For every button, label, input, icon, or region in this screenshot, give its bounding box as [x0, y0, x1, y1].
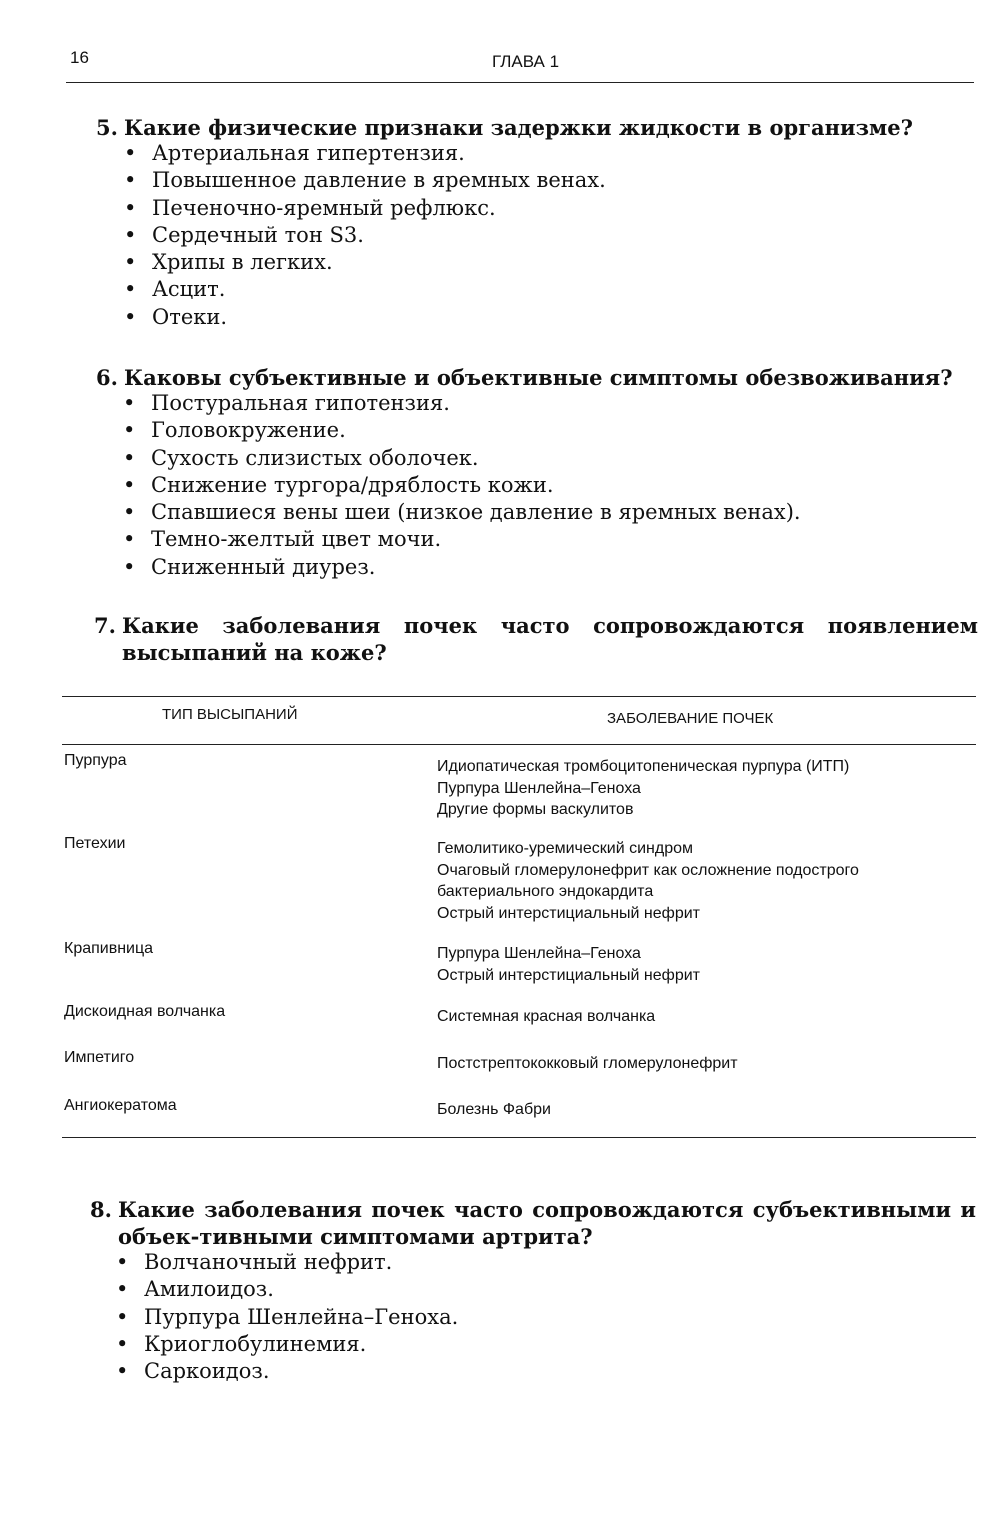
table-cell-diseases	[437, 1099, 551, 1121]
list-item: • Пурпура Шенлейна–Геноха.	[112, 1304, 458, 1331]
list-item: • Асцит.	[120, 276, 606, 303]
list-item: • Постуральная гипотензия.	[119, 390, 801, 417]
disease-line: Пурпура Шенлейна–Геноха	[437, 945, 641, 962]
list-item: • Головокружение.	[119, 417, 801, 444]
question-text: Какие заболевания почек часто сопровождаются субъективными и объек-тивными симптомами артрита?	[118, 1197, 976, 1249]
question-number: 6.	[96, 365, 118, 390]
question-text: Какие заболевания почек часто сопровождаются появлением высыпаний на коже?	[122, 613, 978, 665]
disease-line: Идиопатическая тромбоцитопеническая пурпура (ИТП)	[437, 758, 850, 775]
list-item: • Отеки.	[120, 304, 606, 331]
question-7	[94, 612, 978, 666]
chapter-title: ГЛАВА 1	[492, 52, 560, 71]
page-header	[66, 46, 974, 83]
bullet-icon: •	[116, 1250, 129, 1274]
table-cell-rash: Пурпура	[64, 752, 127, 769]
disease-line: Болезнь Фабри	[437, 1101, 551, 1118]
question-5	[96, 114, 976, 141]
bullet-icon: •	[123, 418, 136, 443]
list-item: • Амилоидоз.	[112, 1276, 458, 1303]
bullet-icon: •	[116, 1359, 129, 1384]
disease-line: Другие формы васкулитов	[437, 801, 634, 818]
bullet-icon: •	[123, 445, 136, 470]
bullet-icon: •	[124, 304, 137, 329]
disease-line: бактериального эндокардита	[437, 883, 654, 900]
table-cell-diseases	[437, 1053, 738, 1075]
list-item: • Снижение тургора/дряблость кожи.	[119, 472, 801, 499]
question-text: Каковы субъективные и объективные симптомы обезвоживания?	[124, 365, 953, 390]
bullet-list-8	[112, 1249, 458, 1385]
bullet-icon: •	[124, 141, 137, 165]
disease-line: Очаговый гломерулонефрит как осложнение подострого	[437, 861, 859, 879]
column-header-rash-type: ТИП ВЫСЫПАНИЙ	[162, 706, 298, 723]
bullet-icon: •	[124, 222, 137, 247]
table-cell-diseases	[437, 943, 700, 986]
table-cell-rash: Дискоидная волчанка	[64, 1003, 226, 1020]
bullet-icon: •	[116, 1331, 129, 1356]
table-cell-diseases	[437, 756, 849, 821]
bullet-icon: •	[124, 277, 137, 302]
bullet-icon: •	[123, 554, 136, 579]
disease-line: Системная красная волчанка	[437, 1008, 656, 1025]
bullet-list-5	[120, 140, 606, 331]
question-number: 8.	[90, 1197, 112, 1222]
table-bottom-rule	[62, 1137, 976, 1138]
disease-line: Острый интерстициальный нефрит	[437, 904, 700, 922]
disease-line: Пурпура Шенлейна–Геноха	[437, 779, 641, 797]
bullet-icon: •	[124, 195, 137, 220]
list-item: • Криоглобулинемия.	[112, 1331, 458, 1358]
table-cell-diseases	[437, 838, 859, 924]
list-item: • Печеночно-яремный рефлюкс.	[120, 195, 606, 222]
question-6	[96, 364, 976, 391]
bullet-icon: •	[124, 250, 137, 275]
column-header-kidney-disease: ЗАБОЛЕВАНИЕ ПОЧЕК	[607, 710, 774, 727]
table-header-rule	[62, 744, 976, 745]
list-item: • Волчаночный нефрит.	[112, 1249, 458, 1276]
disease-line: Острый интерстициальный нефрит	[437, 966, 700, 984]
table-cell-rash: Ангиокератома	[64, 1097, 177, 1114]
table-cell-rash: Петехии	[64, 835, 126, 852]
question-8	[90, 1196, 976, 1250]
question-text: Какие физические признаки задержки жидкости в организме?	[124, 115, 913, 140]
list-item: • Темно-желтый цвет мочи.	[119, 526, 801, 553]
question-number: 7.	[94, 613, 116, 638]
disease-line: Постстрептококковый гломерулонефрит	[437, 1055, 738, 1072]
list-item: • Артериальная гипертензия.	[120, 140, 606, 167]
table-cell-diseases	[437, 1006, 655, 1028]
list-item: • Сниженный диурез.	[119, 554, 801, 581]
bullet-icon: •	[123, 500, 136, 525]
bullet-icon: •	[123, 472, 136, 497]
table-top-rule	[62, 696, 976, 697]
bullet-icon: •	[116, 1304, 129, 1329]
question-number: 5.	[96, 115, 118, 140]
bullet-icon: •	[123, 391, 136, 415]
bullet-icon: •	[124, 168, 137, 193]
list-item: • Саркоидоз.	[112, 1358, 458, 1385]
list-item: • Повышенное давление в яремных венах.	[120, 167, 606, 194]
list-item: • Сердечный тон S3.	[120, 222, 606, 249]
table-cell-rash: Импетиго	[64, 1049, 135, 1066]
list-item: • Хрипы в легких.	[120, 249, 606, 276]
list-item: • Сухость слизистых оболочек.	[119, 445, 801, 472]
disease-line: Гемолитико-уремический синдром	[437, 840, 693, 857]
bullet-icon: •	[123, 527, 136, 552]
list-item: • Спавшиеся вены шеи (низкое давление в яремных венах).	[119, 499, 801, 526]
page-number: 16	[70, 48, 89, 67]
bullet-list-6	[119, 390, 801, 581]
bullet-icon: •	[116, 1277, 129, 1302]
table-cell-rash: Крапивница	[64, 940, 154, 957]
